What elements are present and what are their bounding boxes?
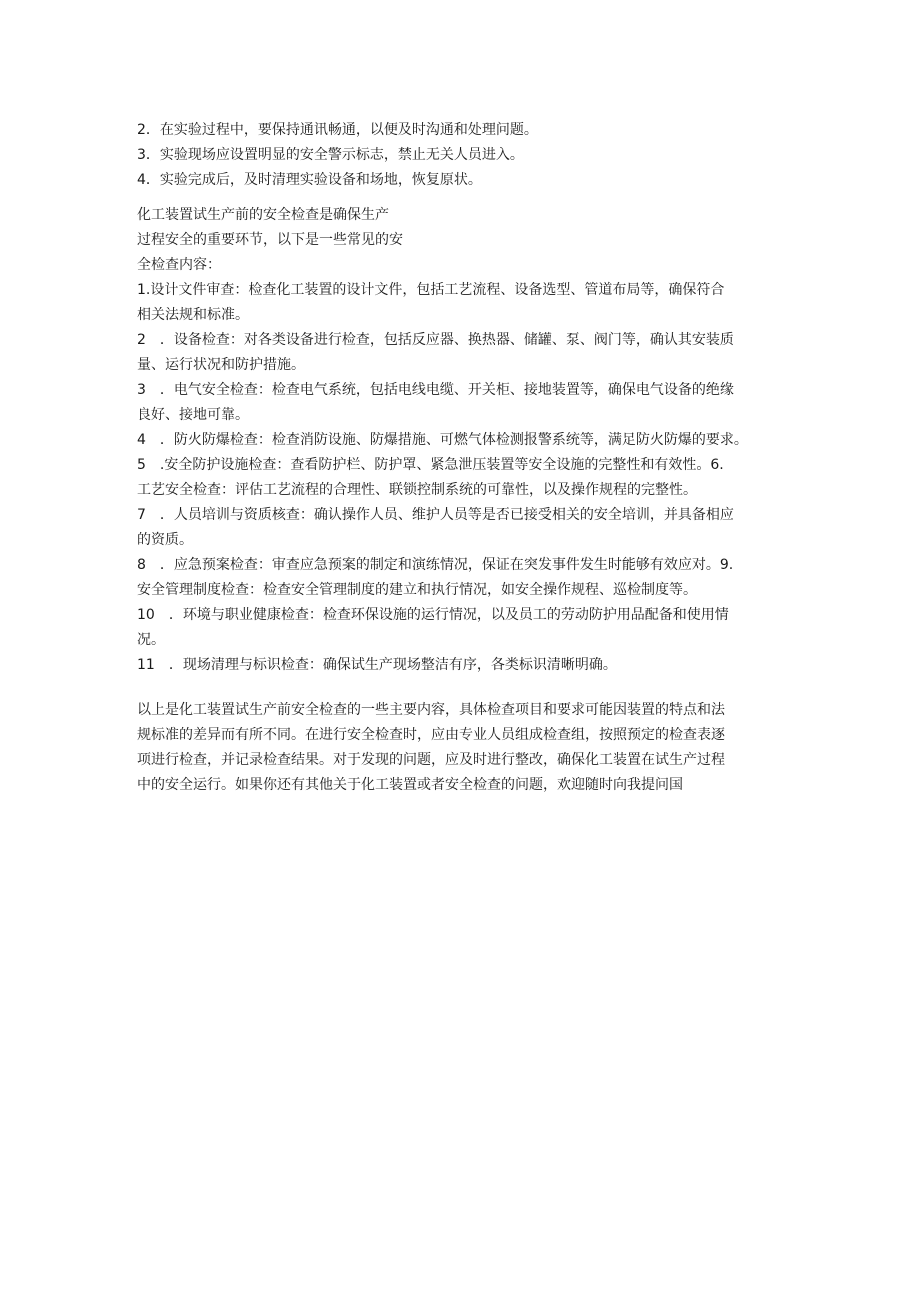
checklist-line: 安全管理制度检查：检查安全管理制度的建立和执行情况，如安全操作规程、巡检制度等。 (137, 582, 697, 598)
summary-line: 中的安全运行。如果你还有其他关于化工装置或者安全检查的问题，欢迎随时向我提问国 (137, 777, 683, 793)
checklist (137, 278, 789, 678)
summary-line: 项进行检查，并记录检查结果。对于发现的问题，应及时进行整改，确保化工装置在试生产过程 (137, 752, 725, 768)
checklist-line: 相关法规和标准。 (137, 307, 249, 323)
checklist-line: 10 ．环境与职业健康检查：检查环保设施的运行情况，以及员工的劳动防护用品配备和使用情 (137, 607, 729, 623)
checklist-line: 量、运行状况和防护措施。 (137, 357, 305, 373)
summary-line: 规标准的差异而有所不同。在进行安全检查时，应由专业人员组成检查组，按照预定的检查表逐 (137, 727, 725, 743)
intro-item: 2．在实验过程中，要保持通讯畅通，以便及时沟通和处理问题。 (137, 122, 538, 138)
intro-item: 4．实验完成后，及时清理实验设备和场地，恢复原状。 (137, 172, 482, 188)
checklist-line: 7 ．人员培训与资质核查：确认操作人员、维护人员等是否已接受相关的安全培训，并具备相应 (137, 507, 734, 523)
intro-item: 3．实验现场应设置明显的安全警示标志，禁止无关人员进入。 (137, 147, 524, 163)
heading-line: 全检查内容： (137, 257, 221, 273)
checklist-line: 良好、接地可靠。 (137, 407, 249, 423)
section-heading (137, 203, 789, 278)
summary-paragraph (137, 698, 789, 798)
document-body (137, 118, 789, 798)
checklist-line: 工艺安全检查：评估工艺流程的合理性、联锁控制系统的可靠性，以及操作规程的完整性。 (137, 482, 697, 498)
heading-line: 过程安全的重要环节，以下是一些常见的安 (137, 232, 403, 248)
checklist-line: 2 ．设备检查：对各类设备进行检查，包括反应器、换热器、储罐、泵、阀门等，确认其安装质 (137, 332, 734, 348)
checklist-line: 8 ．应急预案检查：审查应急预案的制定和演练情况，保证在突发事件发生时能够有效应对。9. (137, 557, 734, 573)
checklist-line: 4 ．防火防爆检查：检查消防设施、防爆措施、可燃气体检测报警系统等，满足防火防爆的要求。 (137, 432, 748, 448)
checklist-line: 11 ．现场清理与标识检查：确保试生产现场整洁有序，各类标识清晰明确。 (137, 657, 617, 673)
checklist-line: 的资质。 (137, 532, 193, 548)
heading-line: 化工装置试生产前的安全检查是确保生产 (137, 207, 389, 223)
intro-list (137, 118, 789, 193)
checklist-line: 1.设计文件审查：检查化工装置的设计文件，包括工艺流程、设备选型、管道布局等，确保符合 (137, 282, 725, 298)
checklist-line: 况。 (137, 632, 165, 648)
checklist-line: 3 ．电气安全检查：检查电气系统，包括电线电缆、开关柜、接地装置等，确保电气设备的绝缘 (137, 382, 734, 398)
summary-line: 以上是化工装置试生产前安全检查的一些主要内容，具体检查项目和要求可能因装置的特点和法 (137, 702, 725, 718)
checklist-line: 5 .安全防护设施检查：查看防护栏、防护罩、紧急泄压装置等安全设施的完整性和有效性。6. (137, 457, 724, 473)
